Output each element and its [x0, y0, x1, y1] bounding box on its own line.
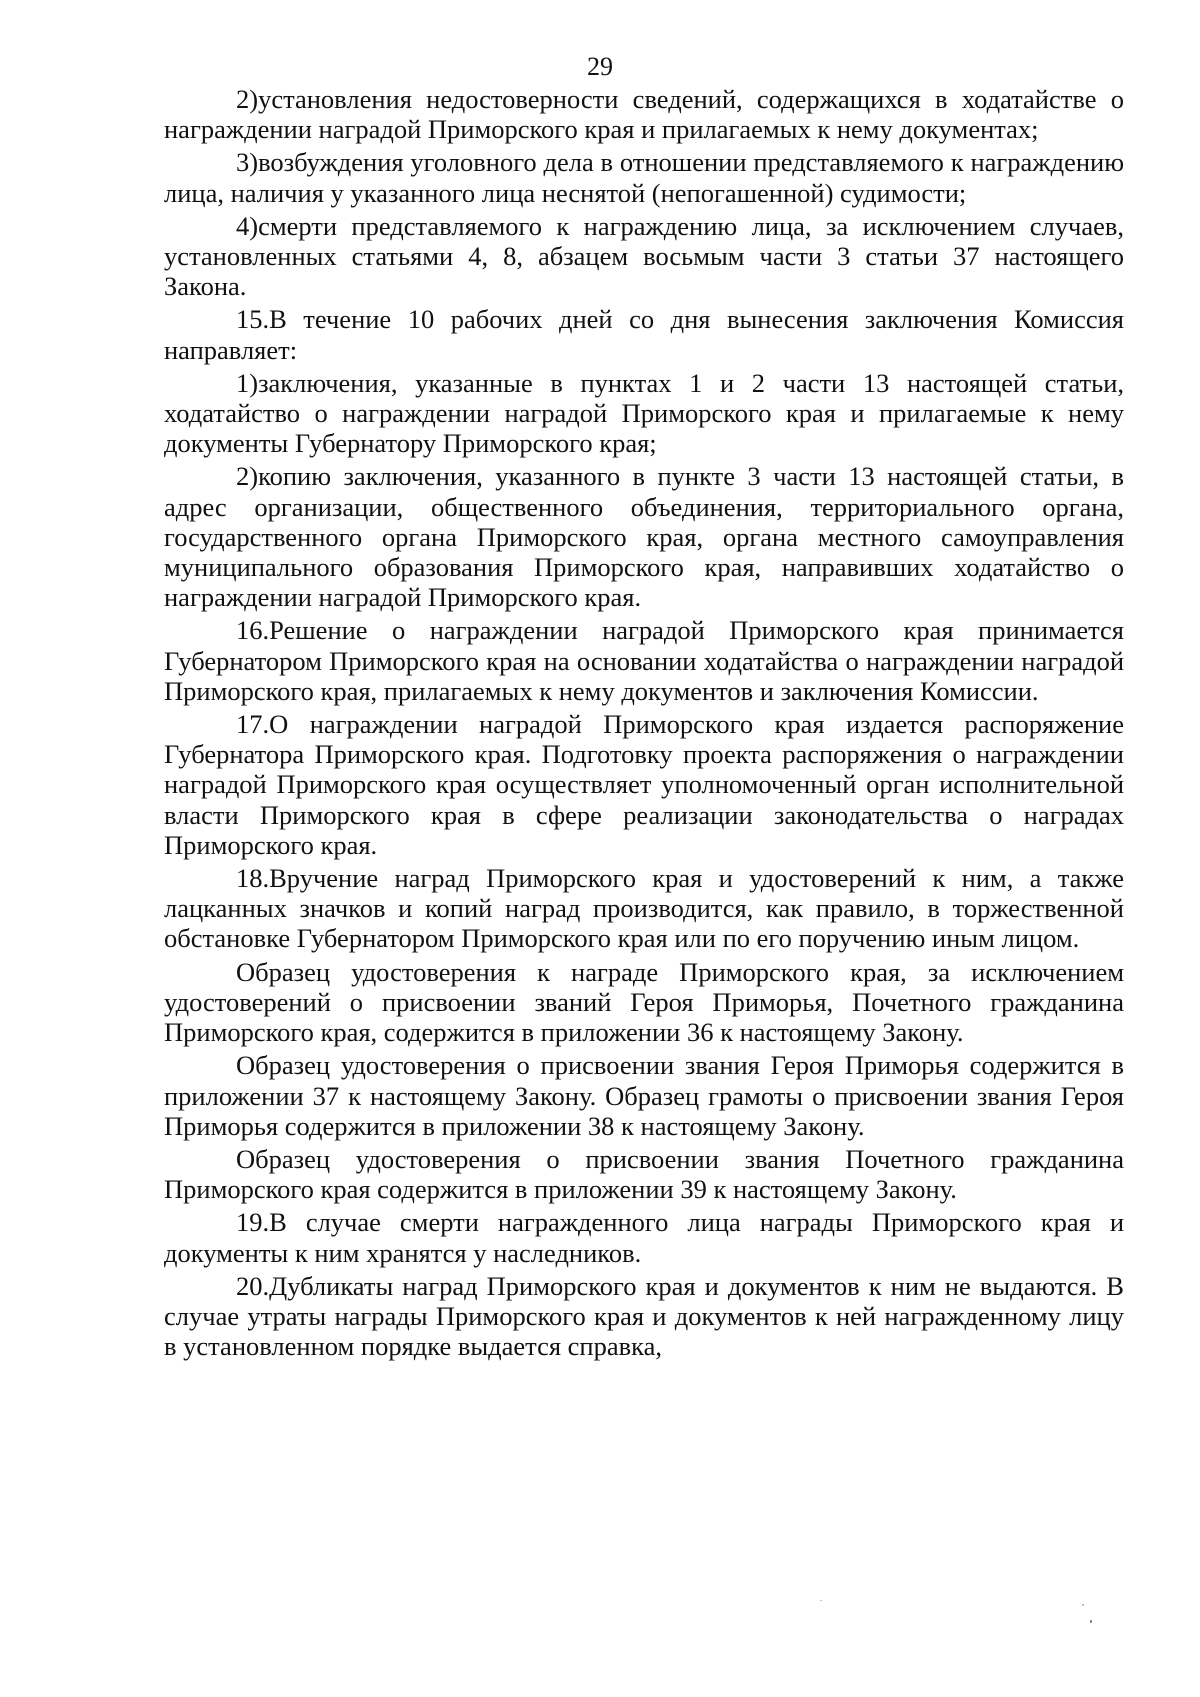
page-number: 29: [587, 52, 613, 81]
paragraph-clause-2-unreliable-info: 2)установления недостоверности сведений, содержащихся в ходатайстве о награждении наградой Приморского края и прилагаемых к нему документах;: [164, 84, 1124, 145]
paragraph-part-15: 15.В течение 10 рабочих дней со дня вынесения заключения Комиссия направляет:: [164, 304, 1124, 365]
document-body: [164, 84, 1124, 1364]
paragraph-clause-3-criminal-case: 3)возбуждения уголовного дела в отношении представляемого к награждению лица, наличия у указанного лица неснятой (непогашенной) судимости;: [164, 147, 1124, 208]
paragraph-part-17: 17.О награждении наградой Приморского края издается распоряжение Губернатора Приморского края. Подготовку проекта распоряжения о награждении наградой Приморского края осуществляет уполномоченный орган исполнительной власти Приморского края в сфере реализации законодательства о наградах Приморского края.: [164, 709, 1124, 860]
paragraph-part-15-clause-1: 1)заключения, указанные в пунктах 1 и 2 части 13 настоящей статьи, ходатайство о награждении наградой Приморского края и прилагаемые к нему документы Губернатору Приморского края;: [164, 367, 1124, 459]
paragraph-part-15-clause-2: 2)копию заключения, указанного в пункте 3 части 13 настоящей статьи, в адрес организации, общественного объединения, территориального органа, государственного органа Приморского края, органа местного самоуправления муниципального образования Приморского края, направивших ходатайство о награждении наградой Приморского края.: [164, 461, 1124, 613]
paragraph-part-20: 20.Дубликаты наград Приморского края и документов к ним не выдаются. В случае утраты награды Приморского края и документов к ней награжденному лицу в установленном порядке выдается справка,: [164, 1270, 1124, 1362]
scan-speck: [820, 1600, 822, 1601]
paragraph-certificate-sample: Образец удостоверения к награде Приморского края, за исключением удостоверений о присвоении званий Героя Приморья, Почетного гражданина Приморского края, содержится в приложении 36 к настоящему Закону.: [164, 956, 1124, 1048]
paragraph-honorary-citizen-sample: Образец удостоверения о присвоении звания Почетного гражданина Приморского края содержится в приложении 39 к настоящему Закону.: [164, 1143, 1124, 1205]
scan-speck: [1082, 1604, 1084, 1606]
paragraph-clause-4-death: 4)смерти представляемого к награждению лица, за исключением случаев, установленных статьями 4, 8, абзацем восьмым части 3 статьи 37 настоящего Закона.: [164, 210, 1124, 302]
paragraph-part-18: 18.Вручение наград Приморского края и удостоверений к ним, а также лацканных значков и копий наград производится, как правило, в торжественной обстановке Губернатором Приморского края или по его поручению иным лицом.: [164, 863, 1124, 954]
scan-speck: [1090, 1620, 1092, 1623]
paragraph-part-16: 16.Решение о награждении наградой Приморского края принимается Губернатором Приморского края на основании ходатайства о награждении наградой Приморского края, прилагаемых к нему документов и заключения Комиссии.: [164, 615, 1124, 706]
paragraph-part-19: 19.В случае смерти награжденного лица награды Приморского края и документы к ним хранятся у наследников.: [164, 1207, 1124, 1268]
paragraph-hero-certificate-sample: Образец удостоверения о присвоении звания Героя Приморья содержится в приложении 37 к настоящему Закону. Образец грамоты о присвоении звания Героя Приморья содержится в приложении 38 к настоящему Закону.: [164, 1050, 1124, 1141]
